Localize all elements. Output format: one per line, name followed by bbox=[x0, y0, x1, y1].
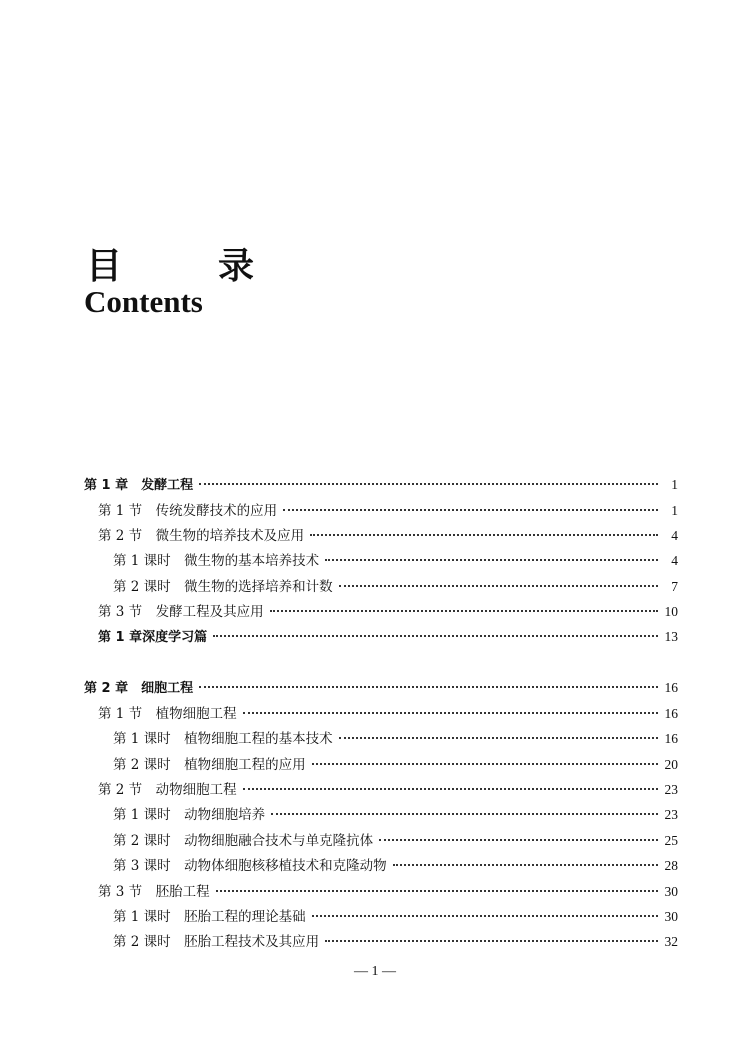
toc-entry-label: 第 2 课时 微生物的选择培养和计数 bbox=[113, 579, 333, 595]
page-title-english: Contents bbox=[84, 284, 203, 319]
dot-leader bbox=[243, 712, 658, 714]
dot-leader bbox=[325, 559, 658, 561]
toc-entry-page-number: 16 bbox=[664, 731, 678, 746]
toc-entry-page-number: 25 bbox=[664, 833, 678, 848]
toc-entry-label: 第 1 课时 胚胎工程的理论基础 bbox=[113, 909, 306, 925]
toc-entry[interactable] bbox=[113, 930, 678, 952]
toc-entry[interactable] bbox=[113, 727, 678, 749]
toc-entry-page-number: 30 bbox=[664, 909, 678, 924]
dot-leader bbox=[199, 686, 658, 688]
toc-entry[interactable] bbox=[113, 854, 678, 876]
toc-entry[interactable] bbox=[98, 702, 678, 724]
toc-entry-page-number: 32 bbox=[664, 934, 678, 949]
dot-leader bbox=[312, 763, 658, 765]
toc-entry-page-number: 1 bbox=[671, 477, 678, 492]
dot-leader bbox=[310, 534, 658, 536]
toc-entry-label: 第 1 课时 微生物的基本培养技术 bbox=[113, 553, 320, 569]
toc-entry-label: 第 2 课时 胚胎工程技术及其应用 bbox=[113, 934, 320, 950]
dot-leader bbox=[379, 839, 658, 841]
dot-leader bbox=[339, 737, 658, 739]
toc-entry-label: 第 2 节 微生物的培养技术及应用 bbox=[98, 528, 305, 544]
toc-entry-label: 第 1 节 植物细胞工程 bbox=[98, 706, 237, 722]
toc-entry-label: 第 2 节 动物细胞工程 bbox=[98, 782, 237, 798]
toc-entry[interactable] bbox=[98, 524, 678, 546]
toc-entry-label: 第 3 课时 动物体细胞核移植技术和克隆动物 bbox=[113, 858, 387, 874]
toc-entry-page-number: 7 bbox=[671, 579, 678, 594]
toc-entry-page-number: 10 bbox=[664, 604, 678, 619]
toc-entry-label: 第 1 章 发酵工程 bbox=[84, 478, 194, 493]
dot-leader bbox=[325, 940, 658, 942]
dot-leader bbox=[270, 610, 658, 612]
toc-entry[interactable] bbox=[98, 600, 678, 622]
toc-entry[interactable] bbox=[113, 803, 678, 825]
toc-entry[interactable] bbox=[98, 499, 678, 521]
toc-entry[interactable] bbox=[113, 829, 678, 851]
toc-entry-label: 第 3 节 胚胎工程 bbox=[98, 884, 210, 900]
toc-entry-page-number: 4 bbox=[671, 553, 678, 568]
dot-leader bbox=[271, 813, 658, 815]
toc-entry-page-number: 20 bbox=[664, 757, 678, 772]
dot-leader bbox=[199, 483, 658, 485]
toc-entry[interactable] bbox=[113, 549, 678, 571]
toc-entry-label: 第 2 章 细胞工程 bbox=[84, 681, 194, 696]
toc-entry[interactable] bbox=[84, 474, 678, 496]
toc-entry[interactable] bbox=[98, 880, 678, 902]
toc-entry[interactable] bbox=[98, 778, 678, 800]
toc-entry-label: 第 1 课时 植物细胞工程的基本技术 bbox=[113, 731, 333, 747]
toc-entry[interactable] bbox=[98, 626, 678, 648]
toc-entry-page-number: 30 bbox=[664, 884, 678, 899]
toc-entry-label: 第 2 课时 植物细胞工程的应用 bbox=[113, 757, 306, 773]
toc-entry-page-number: 4 bbox=[671, 528, 678, 543]
page-title-chinese: 目 录 bbox=[86, 245, 285, 287]
toc-entry-page-number: 13 bbox=[664, 629, 678, 644]
toc-entry[interactable] bbox=[113, 753, 678, 775]
dot-leader bbox=[339, 585, 658, 587]
toc-entry[interactable] bbox=[113, 905, 678, 927]
toc-entry-page-number: 16 bbox=[664, 680, 678, 695]
toc-entry[interactable] bbox=[84, 677, 678, 699]
page-number-footer: — 1 — bbox=[354, 964, 396, 979]
toc-entry-page-number: 28 bbox=[664, 858, 678, 873]
dot-leader bbox=[213, 635, 658, 637]
dot-leader bbox=[393, 864, 658, 866]
dot-leader bbox=[312, 915, 658, 917]
toc-entry[interactable] bbox=[113, 575, 678, 597]
dot-leader bbox=[243, 788, 658, 790]
toc-entry-label: 第 2 课时 动物细胞融合技术与单克隆抗体 bbox=[113, 833, 374, 849]
toc-entry-label: 第 1 章深度学习篇 bbox=[98, 630, 208, 645]
dot-leader bbox=[283, 509, 658, 511]
toc-entry-label: 第 3 节 发酵工程及其应用 bbox=[98, 604, 264, 620]
toc-entry-page-number: 23 bbox=[664, 807, 678, 822]
dot-leader bbox=[216, 890, 658, 892]
toc-entry-page-number: 16 bbox=[664, 706, 678, 721]
toc-entry-page-number: 23 bbox=[664, 782, 678, 797]
toc-entry-label: 第 1 课时 动物细胞培养 bbox=[113, 807, 266, 823]
toc-entry-page-number: 1 bbox=[671, 503, 678, 518]
toc-entry-label: 第 1 节 传统发酵技术的应用 bbox=[98, 503, 278, 519]
